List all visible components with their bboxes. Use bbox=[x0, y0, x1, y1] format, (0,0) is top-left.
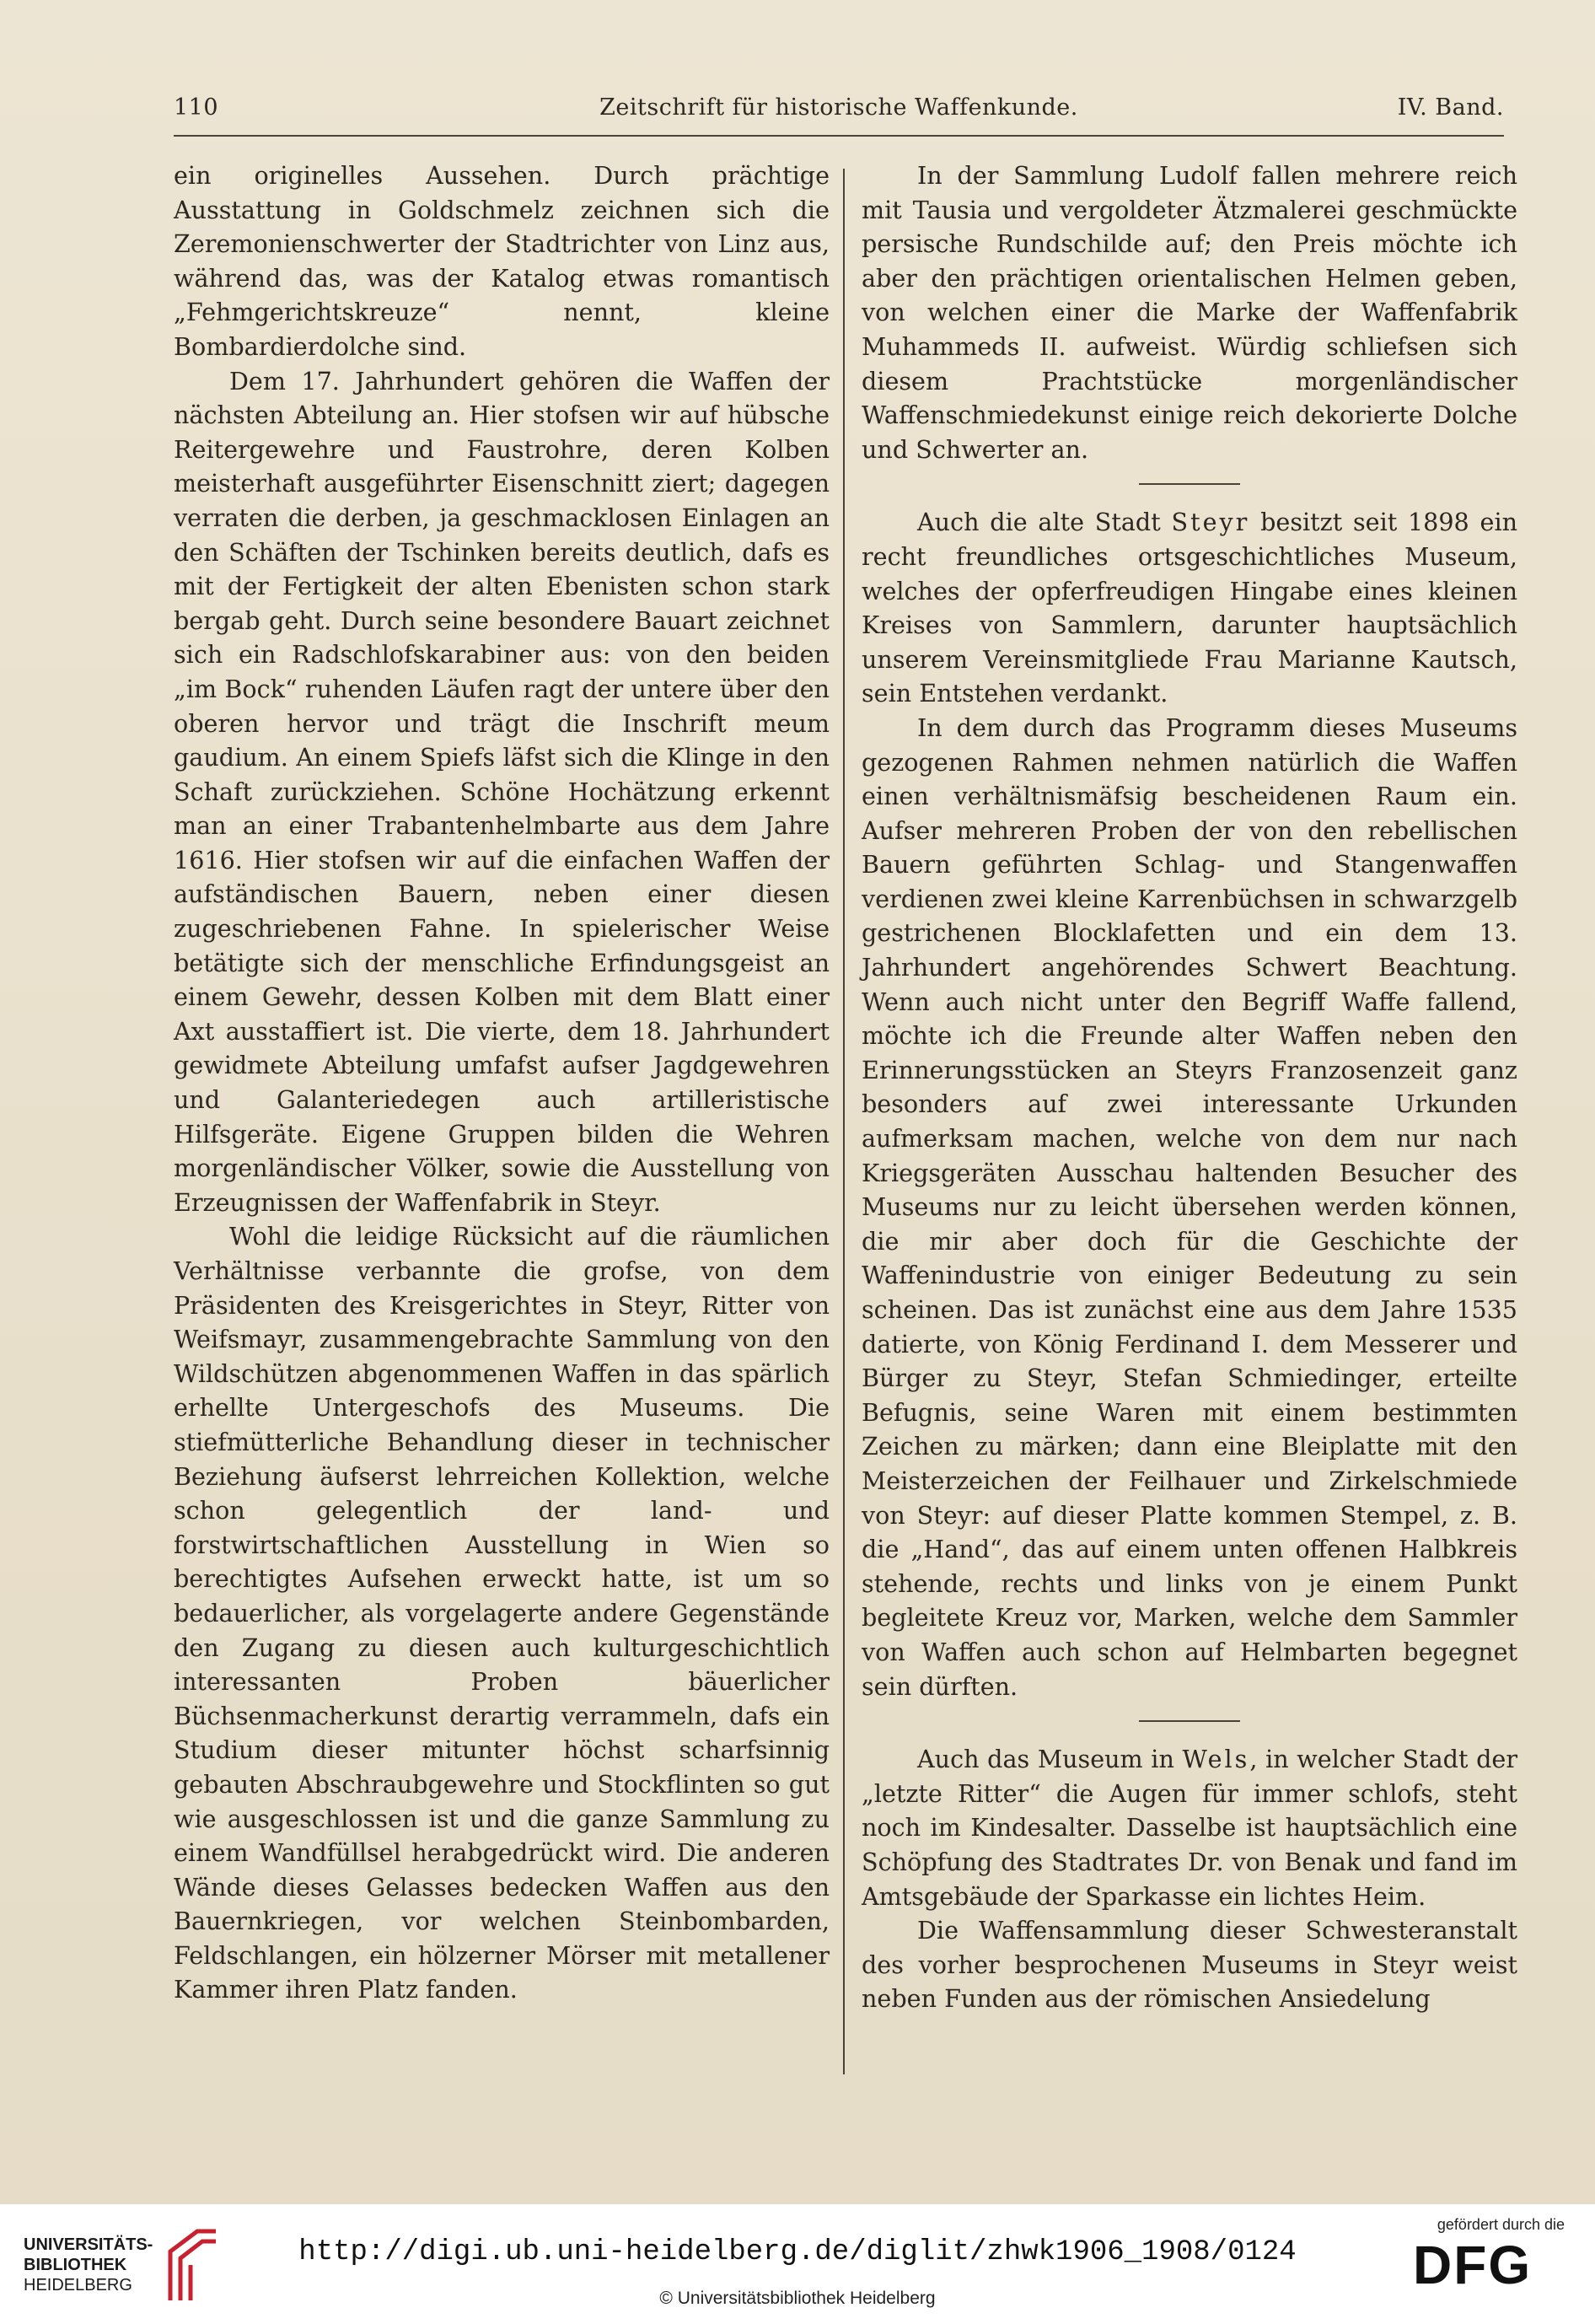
dfg-logo bbox=[1413, 2216, 1565, 2309]
column-divider bbox=[843, 169, 845, 2074]
volume-label: IV. Band. bbox=[1397, 94, 1504, 121]
dfg-wordmark: DFG bbox=[1413, 2235, 1533, 2295]
city-name: Steyr bbox=[1171, 508, 1250, 537]
city-name: Wels bbox=[1182, 1745, 1250, 1774]
library-name-line: BIBLIOTHEK bbox=[24, 2256, 127, 2274]
copyright-notice: © Universitätsbibliothek Heidelberg bbox=[659, 2289, 936, 2308]
library-name-line: UNIVERSITÄTS- bbox=[24, 2235, 153, 2254]
funding-note: gefördert durch die bbox=[1437, 2216, 1565, 2233]
section-separator bbox=[1139, 483, 1240, 485]
text-run: besitzt seit 1898 ein recht freundliches ortsgeschichtliches Museum, welches der opferfreudigen Hingabe eines kleinen Kreises von Sammlern, darunter hauptsächlich unserem Vereinsmitgliede Frau Marianne Kautsch, sein Entstehen verdankt. bbox=[862, 508, 1518, 708]
paragraph: ein originelles Aussehen. Durch prächtige Ausstattung in Goldschmelz zeichnen sich die Zeremonienschwerter der Stadtrichter von Linz aus, während das, was der Katalog etwas romantisch „Fehmgerichtskreuze“ nennt, kleine Bombardierdolche sind. bbox=[174, 161, 830, 361]
page-number: 110 bbox=[174, 94, 219, 121]
left-column bbox=[174, 159, 830, 2007]
text-run: , in welcher Stadt der „letzte Ritter“ die Augen für immer schlofs, steht noch im Kindesalter. Dasselbe ist hauptsächlich eine Schöpfung des Stadtrates Dr. von Benak und fand im Amtsgebäude der Sparkasse ein lichtes Heim. bbox=[862, 1745, 1517, 1911]
text-run: Auch die alte Stadt bbox=[917, 508, 1161, 537]
paragraph: In der Sammlung Ludolf fallen mehrere reich mit Tausia und vergoldeter Ätzmalerei geschmückte persische Rundschilde auf; den Preis möchte ich aber den prächtigen orientalischen Helmen geben, von welchen einer die Marke der Waffenfabrik Muhammeds II. aufweist. Würdig schliefsen sich diesem Prachtstücke morgenländischer Waffenschmiedekunst einige reich dekorierte Dolche und Schwerter an. bbox=[862, 161, 1517, 464]
paragraph: Wohl die leidige Rücksicht auf die räumlichen Verhältnisse verbannte die grofse, von dem Präsidenten des Kreisgerichtes in Steyr, Ritter von Weifsmayr, zusammengebrachte Sammlung von den Wildschützen abgenommenen Waffen in das spärlich erhellte Untergeschofs des Museums. Die stiefmütterliche Behandlung dieser in technischer Beziehung äufserst lehrreichen Kollektion, welche schon gelegentlich der land- und forstwirtschaftlichen Ausstellung in Wien so berechtigtes Aufsehen erweckt hatte, ist um so bedauerlicher, als vorgelagerte andere Gegenstände den Zugang zu diesen auch kulturgeschichtlich interessanten Proben bäuerlicher Büchsenmacherkunst derartig verrammeln, dafs ein Studium dieser mitunter höchst scharfsinnig gebauten Abschraubgewehre und Stockflinten so gut wie ausgeschlossen ist und die ganze Sammlung zu einem Wandfüllsel herabgedrückt wird. Die anderen Wände dieses Gelasses bedecken Waffen aus den Bauernkriegen, vor welchen Steinbombarden, Feldschlangen, ein hölzerner Mörser mit metallener Kammer ihren Platz fanden. bbox=[174, 1222, 830, 2004]
journal-title: Zeitschrift für historische Waffenkunde. bbox=[599, 94, 1078, 121]
paragraph: In dem durch das Programm dieses Museums gezogenen Rahmen nehmen natürlich die Waffen einen verhältnismäfsig bescheidenen Raum ein. Aufser mehreren Proben der von den rebellischen Bauern geführten Schlag- und Stangenwaffen verdienen zwei kleine Karrenbüchsen in schwarzgelb gestrichenen Blocklafetten und ein dem 13. Jahrhundert angehörendes Schwert Beachtung. Wenn auch nicht unter den Begriff Waffe fallend, möchte ich die Freunde alter Waffen neben den Erinnerungsstücken an Steyrs Franzosenzeit ganz besonders auf zwei interessante Urkunden aufmerksam machen, welche von dem nur nach Kriegsgeräten Ausschau haltenden Besucher des Museums nur zu leicht übersehen werden können, die mir aber doch für die Geschichte der Waffenindustrie von einiger Bedeutung zu sein scheinen. Das ist zunächst eine aus dem Jahre 1535 datierte, von König Ferdinand I. dem Messerer und Bürger zu Steyr, Stefan Schmiedinger, erteilte Befugnis, seine Waren mit einem bestimmten Zeichen zu märken; dann eine Bleiplatte mit den Meisterzeichen der Feilhauer und Zirkelschmiede von Steyr: auf dieser Platte kommen Stempel, z. B. die „Hand“, das auf einem unten offenen Halbkreis stehende, rechts und links von je einem Punkt begleitete Kreuz vor, Marken, welche dem Sammler von Waffen auch schon auf Helmbarten begegnet sein dürften. bbox=[862, 713, 1517, 1701]
paragraph bbox=[862, 1742, 1517, 1913]
running-header bbox=[174, 94, 1504, 128]
paragraph: Die Waffensammlung dieser Schwesteranstalt des vorher besprochenen Museums in Steyr weist neben Funden aus der römischen Ansiedelung bbox=[862, 1916, 1517, 2014]
right-column bbox=[862, 159, 1517, 2016]
digitization-footer bbox=[0, 2204, 1595, 2324]
paragraph bbox=[862, 505, 1517, 711]
paragraph: Dem 17. Jahrhundert gehören die Waffen der nächsten Abteilung an. Hier stofsen wir auf hübsche Reitergewehre und Faustrohre, deren Kolben meisterhaft ausgeführter Eisenschnitt ziert; dagegen verraten die derben, ja geschmacklosen Einlagen an den Schäften der Tschinken bereits deutlich, dafs es mit der Fertigkeit der alten Ebenisten schon stark bergab geht. Durch seine besondere Bauart zeichnet sich ein Radschlofskarabiner aus: von den beiden „im Bock“ ruhenden Läufen ragt der untere über den oberen hervor und trägt die Inschrift meum gaudium. An einem Spiefs läfst sich die Klinge in den Schaft zurückziehen. Schöne Hochätzung erkennt man an einer Trabantenhelmbarte aus dem Jahre 1616. Hier stofsen wir auf die einfachen Waffen der aufständischen Bauern, neben einer diesen zugeschriebenen Fahne. In spielerischer Weise betätigte sich der menschliche Erfindungsgeist an einem Gewehr, dessen Kolben mit dem Blatt einer Axt ausstaffiert ist. Die vierte, dem 18. Jahrhundert gewidmete Abteilung umfafst aufser Jagdgewehren und Galanteriedegen auch artilleristische Hilfsgeräte. Eigene Gruppen bilden die Wehren morgenländischer Völker, sowie die Ausstellung von Erzeugnissen der Waffenfabrik in Steyr. bbox=[174, 366, 830, 1217]
header-rule bbox=[174, 135, 1504, 137]
section-separator bbox=[1139, 1720, 1240, 1722]
permalink-url[interactable]: http://digi.ub.uni-heidelberg.de/diglit/zhwk1906_1908/0124 bbox=[298, 2236, 1297, 2268]
text-run: Auch das Museum in bbox=[917, 1745, 1174, 1774]
library-name-line: HEIDELBERG bbox=[24, 2276, 132, 2294]
